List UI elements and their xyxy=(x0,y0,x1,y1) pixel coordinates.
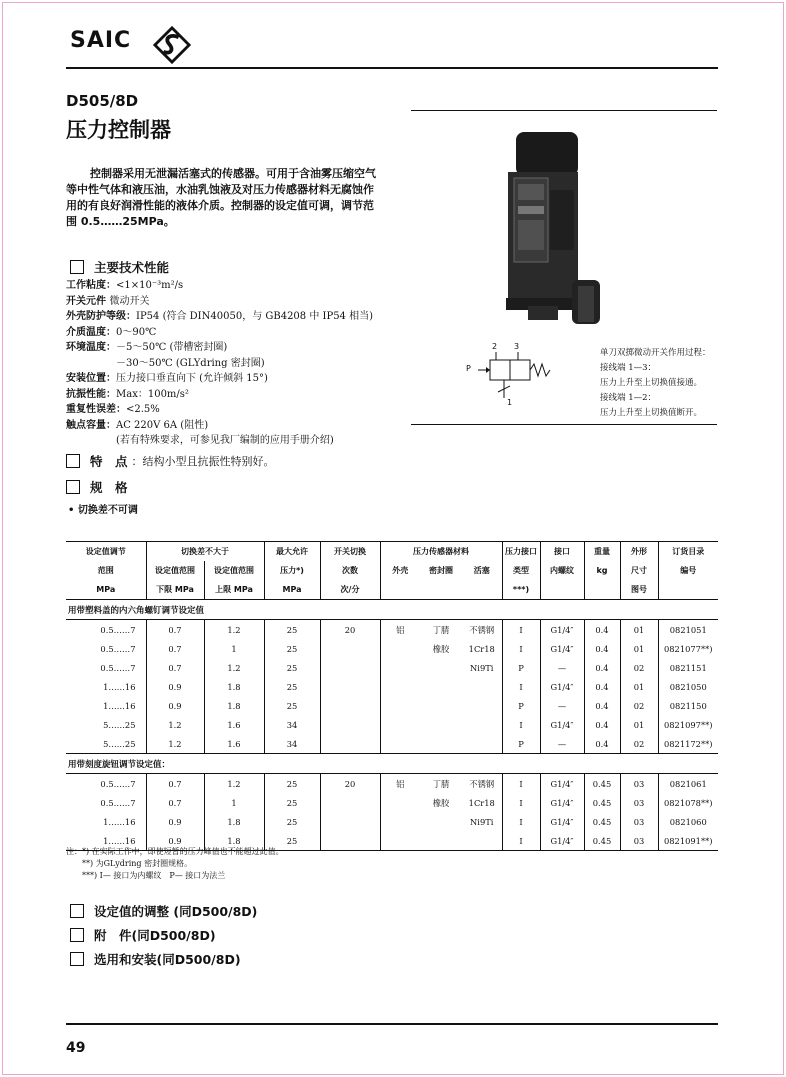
table-cell: 1……16 xyxy=(103,681,136,692)
table-cell: 不锈钢 xyxy=(469,624,495,635)
table-cell: 1.8 xyxy=(204,677,264,696)
col-header: 切换差不大于 xyxy=(146,542,264,562)
table-group-row xyxy=(66,600,718,620)
table-cell: 0821078**) xyxy=(658,793,718,812)
table-cell: 0.4 xyxy=(584,696,620,715)
table-cell: 0.7 xyxy=(146,774,204,794)
col-subheader: 外壳 xyxy=(380,561,420,580)
table-cell: 1.8 xyxy=(204,696,264,715)
table-cell xyxy=(420,831,462,851)
col-header: 接口 xyxy=(540,542,584,562)
tech-spec-value: Max：100m/s² xyxy=(116,388,189,400)
terminal-3-label: 3 xyxy=(514,342,520,351)
table-cell: 25 xyxy=(264,812,320,831)
bottom-section-install: 选用和安装(同D500/8D) xyxy=(70,950,241,968)
table-cell: — xyxy=(540,734,584,754)
tech-spec-value: －30～50℃ (GLYdring 密封圈) xyxy=(66,357,265,369)
table-cell: G1/4″ xyxy=(540,793,584,812)
table-cell xyxy=(380,831,420,851)
tech-spec-label: 介质温度： xyxy=(66,326,116,338)
photo-top-rule xyxy=(411,110,717,111)
table-cell xyxy=(462,715,502,734)
col-subheader: MPa xyxy=(96,585,116,594)
table-cell xyxy=(320,793,380,812)
table-cell: 1.6 xyxy=(204,734,264,754)
table-cell: 03 xyxy=(620,812,658,831)
pressure-controller-photo xyxy=(498,130,608,330)
tech-spec-value: AC 220V 6A (阻性) xyxy=(116,419,209,431)
table-cell: 0.4 xyxy=(584,677,620,696)
col-subheader: 类型 xyxy=(502,561,540,580)
table-cell: 02 xyxy=(620,734,658,754)
table-cell: 0821151 xyxy=(658,658,718,677)
table-cell: 0.4 xyxy=(584,658,620,677)
table-cell xyxy=(462,831,502,851)
table-cell: 1……16 xyxy=(103,835,136,846)
table-cell: 0.5……7 xyxy=(100,643,136,654)
table-cell: 0.45 xyxy=(584,812,620,831)
table-cell: 03 xyxy=(620,774,658,794)
table-cell xyxy=(320,812,380,831)
diagram-bottom-rule xyxy=(411,424,717,425)
tech-spec-line xyxy=(66,340,373,356)
switch-description-line: 接线端 1—2： xyxy=(600,393,657,403)
tech-spec-value: <2.5% xyxy=(126,404,160,415)
table-cell xyxy=(420,677,462,696)
table-cell xyxy=(380,793,420,812)
col-subheader: 下限 MPa xyxy=(146,580,204,600)
checkbox-icon xyxy=(70,928,84,942)
table-cell: I xyxy=(502,715,540,734)
terminal-2-label: 2 xyxy=(492,342,498,351)
table-cell: G1/4″ xyxy=(540,620,584,640)
tech-spec-line xyxy=(66,278,373,294)
table-cell: G1/4″ xyxy=(540,715,584,734)
tech-spec-line xyxy=(66,294,373,310)
table-cell: 25 xyxy=(264,831,320,851)
table-row xyxy=(66,812,718,831)
product-model: D505/8D xyxy=(66,92,139,110)
table-cell: 20 xyxy=(320,620,380,640)
table-cell xyxy=(420,812,462,831)
tech-spec-label: 安装位置： xyxy=(66,373,116,384)
table-cell: 铝 xyxy=(380,620,420,640)
table-cell: 01 xyxy=(620,639,658,658)
table-cell: 02 xyxy=(620,696,658,715)
tech-spec-label: 开关元件 xyxy=(66,295,110,307)
table-cell: I xyxy=(502,793,540,812)
table-cell: 0.7 xyxy=(146,793,204,812)
spec-table xyxy=(66,541,718,851)
tech-spec-label: 环境温度： xyxy=(66,342,116,353)
switch-description-line: 接线端 1—3： xyxy=(600,363,657,373)
table-cell: 0.4 xyxy=(584,639,620,658)
table-cell: 0.5……7 xyxy=(100,662,136,673)
table-cell: 0.45 xyxy=(584,831,620,851)
checkbox-icon xyxy=(70,904,84,918)
tech-spec-line xyxy=(66,371,373,387)
table-cell: 25 xyxy=(264,620,320,640)
table-cell xyxy=(320,677,380,696)
table-cell xyxy=(462,734,502,754)
table-cell: 不锈钢 xyxy=(469,778,495,789)
col-subheader xyxy=(584,580,620,600)
table-cell: 1.2 xyxy=(204,620,264,640)
table-cell: Ni9Ti xyxy=(470,816,494,827)
table-cell: 01 xyxy=(620,677,658,696)
table-cell: 0821051 xyxy=(658,620,718,640)
table-cell: 0821050 xyxy=(658,677,718,696)
table-cell xyxy=(380,658,420,677)
col-subheader: 尺寸 xyxy=(620,561,658,580)
table-cell: 01 xyxy=(620,620,658,640)
switch-description xyxy=(600,346,711,421)
table-cell: 1.2 xyxy=(146,715,204,734)
table-cell xyxy=(420,734,462,754)
table-cell: 橡胶 xyxy=(432,643,450,654)
features-section: 特 点 ：结构小型且抗振性特别好。 xyxy=(66,452,275,470)
table-cell: Ni9Ti xyxy=(470,662,494,673)
tech-spec-line xyxy=(66,402,373,418)
table-cell: G1/4″ xyxy=(540,677,584,696)
table-cell: 1.8 xyxy=(204,831,264,851)
col-subheader xyxy=(462,580,502,600)
checkbox-icon xyxy=(66,454,80,468)
table-cell: 5……25 xyxy=(103,719,136,730)
table-group-label: 用带塑料盖的内六角螺钉调节设定值 xyxy=(66,600,718,620)
col-header: 最大允许 xyxy=(264,542,320,562)
table-cell xyxy=(320,734,380,754)
table-cell xyxy=(462,696,502,715)
tech-spec-value: 微动开关 xyxy=(109,295,150,307)
col-subheader: 图号 xyxy=(620,580,658,600)
col-header: 压力接口 xyxy=(502,542,540,562)
tech-spec-value: (若有特殊要求，可参见我厂编制的应用手册介绍) xyxy=(66,435,334,446)
page-number: 49 xyxy=(66,1040,86,1056)
table-cell xyxy=(420,658,462,677)
col-subheader xyxy=(420,580,462,600)
table-cell: 0821060 xyxy=(658,812,718,831)
table-cell: 0821172**) xyxy=(658,734,718,754)
table-cell xyxy=(380,734,420,754)
table-cell: 0.4 xyxy=(584,734,620,754)
table-cell xyxy=(420,715,462,734)
table-cell: 0.4 xyxy=(584,620,620,640)
switch-description-line: 压力上升至上切换值断开。 xyxy=(600,408,703,418)
tech-spec-line xyxy=(66,356,373,372)
port-p-label: P xyxy=(466,364,471,373)
table-cell: 0.4 xyxy=(584,715,620,734)
table-cell: 1Cr18 xyxy=(468,797,495,808)
col-subheader: 设定值范围 xyxy=(146,561,204,580)
table-cell xyxy=(320,831,380,851)
col-subheader xyxy=(380,580,420,600)
table-cell: I xyxy=(502,639,540,658)
table-cell: 25 xyxy=(264,658,320,677)
tech-spec-value: 0～90℃ xyxy=(116,326,157,338)
table-cell: 5……25 xyxy=(103,738,136,749)
table-cell: 0.5……7 xyxy=(100,624,136,635)
table-cell xyxy=(420,696,462,715)
col-subheader: 范围 xyxy=(97,566,114,575)
table-cell: 丁腈 xyxy=(432,778,450,789)
col-subheader: 内螺纹 xyxy=(540,561,584,580)
table-cell: 0.9 xyxy=(146,677,204,696)
table-cell: 1.6 xyxy=(204,715,264,734)
table-cell: 03 xyxy=(620,831,658,851)
table-row xyxy=(66,677,718,696)
table-note-line: 注：*) 在实际工作中，即使短暂的压力峰值也不能超过此值。 xyxy=(66,847,284,856)
table-cell: 0.9 xyxy=(146,696,204,715)
table-cell: P xyxy=(502,658,540,677)
table-cell xyxy=(380,639,420,658)
tech-spec-line xyxy=(66,325,373,341)
table-cell: 0821150 xyxy=(658,696,718,715)
table-cell: 25 xyxy=(264,677,320,696)
table-cell: G1/4″ xyxy=(540,639,584,658)
table-cell: 0.45 xyxy=(584,793,620,812)
checkbox-icon xyxy=(70,952,84,966)
table-cell: 01 xyxy=(620,715,658,734)
tech-spec-value: <1×10⁻³m²/s xyxy=(116,280,184,291)
table-cell: 34 xyxy=(264,734,320,754)
table-cell: P xyxy=(502,696,540,715)
col-subheader: 次数 xyxy=(320,561,380,580)
table-note-line: ***) I— 接口为内螺纹 P— 接口为法兰 xyxy=(66,871,226,880)
table-cell: 1 xyxy=(204,639,264,658)
col-subheader: 设定值范围 xyxy=(204,561,264,580)
tech-spec-line xyxy=(66,309,373,325)
tech-spec-value: －5～50℃ (带槽密封圈) xyxy=(116,342,228,353)
col-subheader: 编号 xyxy=(658,561,718,580)
table-cell xyxy=(320,715,380,734)
table-note-line: **) 为GLydring 密封圈规格。 xyxy=(66,859,193,868)
table-cell: 0.7 xyxy=(146,620,204,640)
table-cell: 1.2 xyxy=(204,658,264,677)
table-cell: 1……16 xyxy=(103,700,136,711)
tech-spec-label: 工作粘度： xyxy=(66,280,116,291)
tech-spec-value: IP54 (符合 DIN40050，与 GB4208 中 IP54 相当) xyxy=(136,311,373,322)
table-cell: 34 xyxy=(264,715,320,734)
tech-spec-label: 外壳防护等级： xyxy=(66,311,136,322)
table-cell: 1.2 xyxy=(146,734,204,754)
table-cell xyxy=(380,677,420,696)
table-cell: I xyxy=(502,677,540,696)
table-row xyxy=(66,734,718,754)
table-cell: — xyxy=(540,696,584,715)
table-row xyxy=(66,774,718,794)
tech-spec-label: 抗振性能： xyxy=(66,388,116,400)
table-cell: 0821061 xyxy=(658,774,718,794)
table-cell: 25 xyxy=(264,696,320,715)
col-subheader xyxy=(658,580,718,600)
col-subheader: 活塞 xyxy=(473,566,490,575)
specs-section-heading: 规 格 xyxy=(66,478,128,496)
table-row xyxy=(66,696,718,715)
col-subheader: 次/分 xyxy=(320,580,380,600)
table-row xyxy=(66,620,718,640)
tech-spec-label: 触点容量： xyxy=(66,419,116,431)
tech-section-heading: 主要技术性能 xyxy=(70,258,169,276)
table-cell xyxy=(462,677,502,696)
col-subheader: 密封圈 xyxy=(429,566,453,575)
product-title: 压力控制器 xyxy=(66,118,171,142)
table-cell: G1/4″ xyxy=(540,831,584,851)
table-cell: 0821097**) xyxy=(658,715,718,734)
table-cell xyxy=(320,696,380,715)
table-cell: I xyxy=(502,620,540,640)
features-text: ：结构小型且抗振性特别好。 xyxy=(131,455,275,468)
table-cell: 02 xyxy=(620,658,658,677)
col-header: 重量 xyxy=(584,542,620,562)
table-cell xyxy=(320,658,380,677)
footer-rule xyxy=(66,1023,718,1025)
table-cell: I xyxy=(502,774,540,794)
table-cell: 0.9 xyxy=(146,812,204,831)
switch-diagram xyxy=(466,340,556,410)
table-cell: 0.7 xyxy=(146,639,204,658)
switch-description-line: 压力上升至上切换值接通。 xyxy=(600,378,703,388)
col-header: 外形 xyxy=(620,542,658,562)
table-cell: 橡胶 xyxy=(432,797,450,808)
bottom-section-adjust: 设定值的调整 (同D500/8D) xyxy=(70,902,257,920)
table-row xyxy=(66,658,718,677)
table-cell: 0.5……7 xyxy=(100,778,136,789)
tech-spec-value: 压力接口垂直向下 (允许倾斜 15°) xyxy=(116,373,268,384)
table-cell: 丁腈 xyxy=(432,624,450,635)
table-cell xyxy=(380,696,420,715)
table-cell: — xyxy=(540,658,584,677)
table-cell: 03 xyxy=(620,793,658,812)
tech-spec-line xyxy=(66,387,373,403)
table-cell: 25 xyxy=(264,793,320,812)
table-cell xyxy=(380,812,420,831)
table-group-row xyxy=(66,754,718,774)
table-cell: 0821077**) xyxy=(658,639,718,658)
table-cell: 1 xyxy=(204,793,264,812)
switch-description-line: 单刀双掷微动开关作用过程： xyxy=(600,348,711,358)
table-cell: 0.5……7 xyxy=(100,797,136,808)
col-subheader xyxy=(540,580,584,600)
col-subheader: kg xyxy=(584,561,620,580)
col-subheader: MPa xyxy=(264,580,320,600)
table-cell: 0.9 xyxy=(146,831,204,851)
col-header: 订货目录 xyxy=(658,542,718,562)
tech-spec-label: 重复性误差： xyxy=(66,404,126,415)
col-subheader: ***) xyxy=(502,580,540,600)
terminal-1-label: 1 xyxy=(507,398,513,407)
table-cell: P xyxy=(502,734,540,754)
tech-spec-line xyxy=(66,433,373,449)
table-row xyxy=(66,715,718,734)
table-cell: G1/4″ xyxy=(540,774,584,794)
table-cell: 20 xyxy=(320,774,380,794)
saic-logo-icon xyxy=(153,26,191,64)
intro-paragraph: 控制器采用无泄漏活塞式的传感器。可用于含油雾压缩空气等中性气体和液压油，水油乳蚀液及对压力传感器材料无腐蚀作用的有良好润滑性能的液体介质。控制器的设定值可调，调节范围 0.5……25MPa。 xyxy=(66,167,376,228)
table-cell xyxy=(320,639,380,658)
table-cell: I xyxy=(502,812,540,831)
checkbox-icon xyxy=(70,260,84,274)
col-header: 开关切换 xyxy=(320,542,380,562)
tech-spec-line xyxy=(66,418,373,434)
table-row xyxy=(66,793,718,812)
col-subheader: 压力*) xyxy=(264,561,320,580)
table-cell: 铝 xyxy=(380,774,420,794)
table-cell: I xyxy=(502,831,540,851)
table-cell: 25 xyxy=(264,774,320,794)
table-notes xyxy=(66,846,284,882)
table-cell: 0.7 xyxy=(146,658,204,677)
col-subheader: 上限 MPa xyxy=(204,580,264,600)
table-cell: 0821091**) xyxy=(658,831,718,851)
table-cell: 0.45 xyxy=(584,774,620,794)
table-row xyxy=(66,639,718,658)
col-header: 设定值调节 xyxy=(85,547,126,556)
bottom-section-accessories: 附 件(同D500/8D) xyxy=(70,926,216,944)
specs-bullet: • 切换差不可调 xyxy=(68,505,138,516)
table-group-label: 用带刻度旋钮调节设定值： xyxy=(66,754,718,774)
table-cell xyxy=(380,715,420,734)
header-rule xyxy=(66,67,718,69)
table-cell: 25 xyxy=(264,639,320,658)
brand-logo-text: SAIC xyxy=(70,28,132,53)
tech-spec-list xyxy=(66,278,373,449)
table-cell: G1/4″ xyxy=(540,812,584,831)
col-header: 压力传感器材料 xyxy=(380,542,502,562)
table-cell: 1.8 xyxy=(204,812,264,831)
checkbox-icon xyxy=(66,480,80,494)
table-cell: 1Cr18 xyxy=(468,643,495,654)
table-cell: 1.2 xyxy=(204,774,264,794)
table-cell: 1……16 xyxy=(103,816,136,827)
